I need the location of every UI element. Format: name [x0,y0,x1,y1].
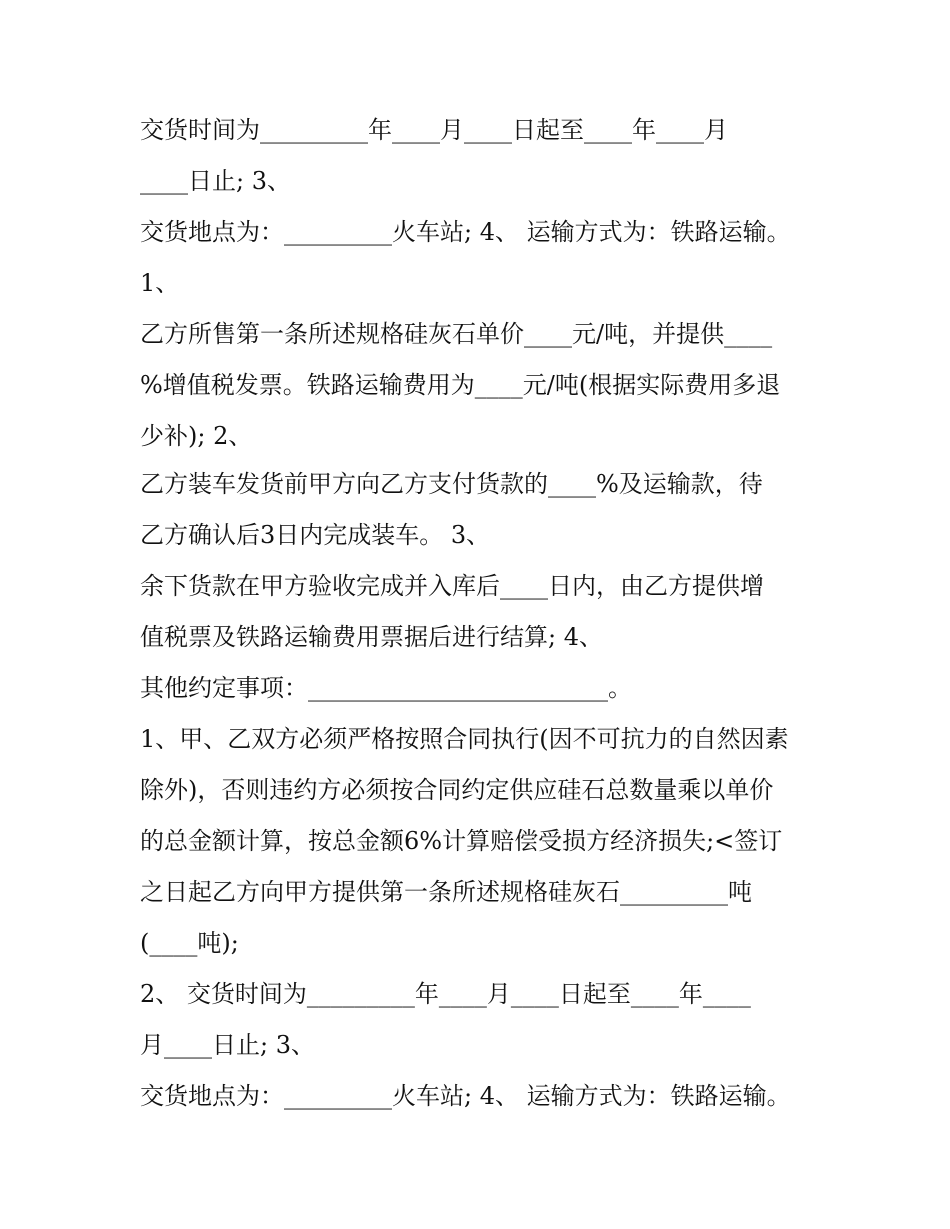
text-line-delivery-time: 交货时间为_________年____月____日起至____年____月 [140,116,728,144]
text-line-delivery-end: ____日止; 3、 [140,167,291,195]
text-line-delivery-place-2: 交货地点为：_________火车站; 4、 运输方式为：铁路运输。 [140,1082,791,1110]
text-line-liability-1: 1、甲、乙双方必须严格按照合同执行(因不可抗力的自然因素 [140,725,789,753]
text-line-balance: 余下货款在甲方验收完成并入库后____日内，由乙方提供增 [140,572,764,600]
text-line-delivery-place: 交货地点为：_________火车站; 4、 运输方式为：铁路运输。 [140,218,791,246]
text-line-liability-2: 除外)，否则违约方必须按合同约定供应硅石总数量乘以单价 [140,776,774,804]
text-line-item-1: 1、 [140,269,180,297]
text-line-liability-3: 的总金额计算，按总金额6%计算赔偿受损方经济损失;<签订 [140,827,783,855]
text-line-refund: 少补); 2、 [140,422,253,450]
text-line-quantity-words: (____吨); [140,929,239,957]
text-line-loading: 乙方确认后3日内完成装车。 3、 [140,521,491,549]
text-line-prepayment: 乙方装车发货前甲方向乙方支付货款的____%及运输款，待 [140,470,763,498]
text-line-delivery-end-2: 月____日止; 3、 [140,1031,315,1059]
text-line-delivery-time-2: 2、 交货时间为_________年____月____日起至____年____ [140,980,751,1008]
text-line-settlement: 值税票及铁路运输费用票据后进行结算; 4、 [140,623,603,651]
text-line-unit-price: 乙方所售第一条所述规格硅灰石单价____元/吨，并提供____ [140,320,773,348]
text-line-vat-freight: %增值税发票。铁路运输费用为____元/吨(根据实际费用多退 [140,371,781,399]
text-line-supply-quantity: 之日起乙方向甲方提供第一条所述规格硅灰石_________吨 [140,878,752,906]
text-line-other-terms: 其他约定事项：_________________________。 [140,674,632,702]
